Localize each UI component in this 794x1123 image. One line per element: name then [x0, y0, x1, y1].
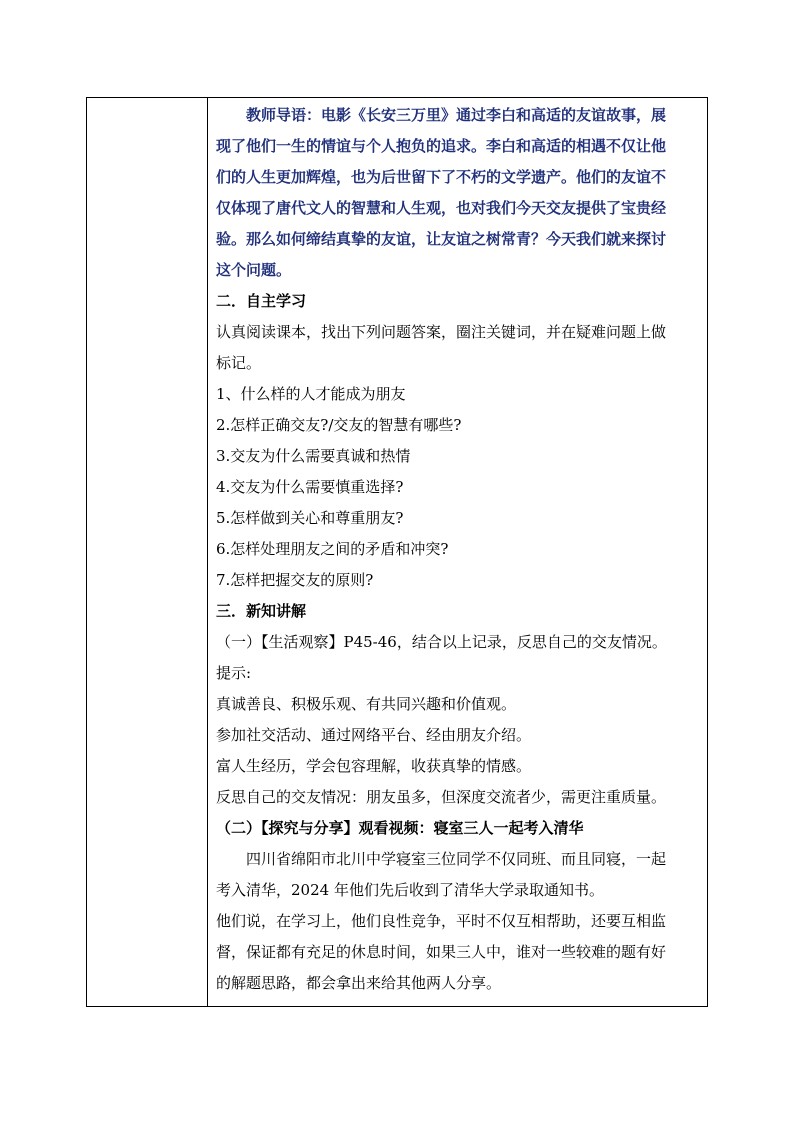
instruction-line: 认真阅读课本，找出下列问题答案，圈注关键词，并在疑难问题上做	[216, 323, 667, 341]
teacher-intro-line: 仅体现了唐代文人的智慧和人生观，也对我们今天交友提供了宝贵经	[216, 199, 667, 217]
hint-item: 富人生经历，学会包容理解，收获真挚的情感。	[216, 757, 532, 775]
teacher-intro	[216, 100, 701, 286]
section-heading: 二．自主学习	[216, 292, 307, 310]
question-item: 5.怎样做到关心和尊重朋友?	[216, 509, 404, 527]
question-item: 7.怎样把握交友的原则?	[216, 571, 374, 589]
section-new-knowledge	[216, 596, 701, 999]
hint-label: 提示:	[216, 664, 252, 682]
story-line: 他们说，在学习上，他们良性竞争，平时不仅互相帮助，还要互相监	[216, 912, 667, 930]
question-item: 4.交友为什么需要慎重选择?	[216, 478, 404, 496]
teacher-intro-line: 现了他们一生的情谊与个人抱负的追求。李白和高适的相遇不仅让他	[216, 137, 667, 155]
lesson-table	[86, 97, 708, 1007]
hint-item: 参加社交活动、通过网络平台、经由朋友介绍。	[216, 726, 532, 744]
story-line: 的解题思路，都会拿出来给其他两人分享。	[216, 974, 502, 992]
story-line: 考入清华，2024 年他们先后收到了清华大学录取通知书。	[216, 881, 604, 899]
teacher-intro-line: 验。那么如何缔结真挚的友谊，让友谊之树常青？今天我们就来探讨	[216, 230, 667, 248]
hint-item: 真诚善良、积极乐观、有共同兴趣和价值观。	[216, 695, 517, 713]
table-left-column	[87, 98, 208, 1006]
teacher-intro-line: 教师导语：电影《长安三万里》通过李白和高适的友谊故事，展	[246, 106, 667, 124]
teacher-intro-line: 这个问题。	[216, 261, 292, 279]
question-item: 6.怎样处理朋友之间的矛盾和冲突?	[216, 540, 449, 558]
life-observation-line: （一）【生活观察】P45-46，结合以上记录，反思自己的交友情况。	[216, 633, 667, 651]
question-item: 3.交友为什么需要真诚和热情	[216, 447, 411, 465]
section-self-study	[216, 286, 701, 596]
story-line: 督，保证都有充足的休息时间，如果三人中，谁对一些较难的题有好	[216, 943, 667, 961]
teacher-intro-line: 们的人生更加辉煌，也为后世留下了不朽的文学遗产。他们的友谊不	[216, 168, 667, 186]
question-item: 1、什么样的人才能成为朋友	[216, 385, 406, 403]
story-line: 四川省绵阳市北川中学寝室三位同学不仅同班、而且同寝，一起	[246, 850, 667, 868]
explore-share-heading: （二）【探究与分享】观看视频：寝室三人一起考入清华	[216, 819, 584, 837]
hint-item: 反思自己的交友情况：朋友虽多，但深度交流者少，需更注重质量。	[216, 788, 667, 806]
instruction-line: 标记。	[216, 354, 262, 372]
table-content-column	[208, 98, 707, 1006]
question-item: 2.怎样正确交友?/交友的智慧有哪些?	[216, 416, 462, 434]
section-heading: 三．新知讲解	[216, 602, 307, 620]
